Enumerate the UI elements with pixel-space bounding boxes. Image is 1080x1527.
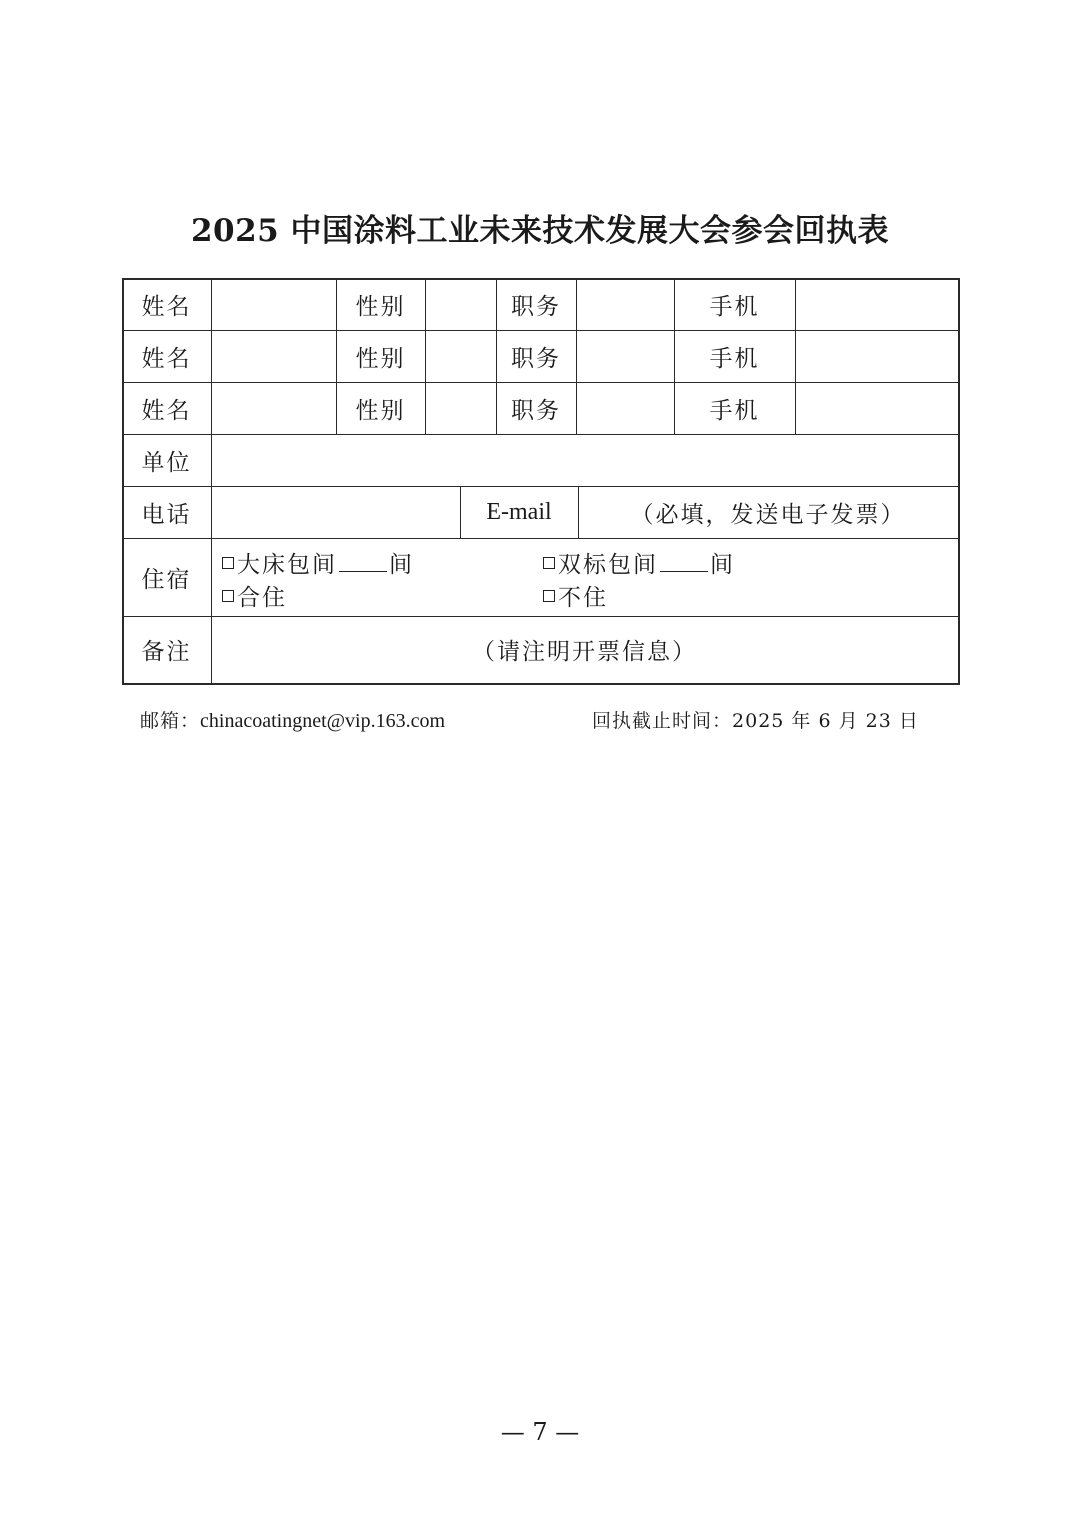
king-room-count-field[interactable] — [339, 553, 387, 572]
name-field[interactable] — [211, 330, 336, 382]
position-label: 职务 — [511, 345, 561, 372]
mobile-field[interactable] — [795, 278, 958, 330]
name-label: 姓名 — [141, 345, 192, 372]
remarks-label: 备注 — [141, 639, 192, 665]
table-border-right — [958, 278, 960, 684]
position-field[interactable] — [576, 382, 674, 434]
form-title: 2025 中国涂料工业未来技术发展大会参会回执表 — [190, 213, 890, 249]
checkbox-icon[interactable] — [543, 557, 555, 569]
telephone-field[interactable] — [211, 486, 460, 538]
position-field[interactable] — [576, 278, 674, 330]
gender-field[interactable] — [425, 278, 496, 330]
name-label: 姓名 — [141, 397, 192, 424]
name-label: 姓名 — [141, 293, 192, 320]
mobile-field[interactable] — [795, 330, 958, 382]
position-field[interactable] — [576, 330, 674, 382]
lodging-label: 住宿 — [141, 566, 192, 593]
position-label: 职务 — [511, 397, 561, 424]
gender-label: 性别 — [355, 345, 406, 372]
gender-label: 性别 — [355, 293, 406, 320]
footer-deadline: 回执截止时间：2025 年 6 月 23 日 — [592, 710, 919, 732]
position-label: 职务 — [511, 293, 561, 320]
gender-label: 性别 — [355, 397, 406, 424]
option-king-room[interactable]: 大床包间 间 — [222, 546, 414, 579]
table-rule — [122, 538, 960, 539]
option-shared-room[interactable]: 合住 — [222, 579, 287, 612]
mobile-label: 手机 — [709, 293, 760, 320]
name-field[interactable] — [211, 278, 336, 330]
page-number: — 7 — — [500, 1418, 580, 1446]
checkbox-icon[interactable] — [543, 590, 555, 602]
organization-field[interactable] — [211, 434, 958, 486]
name-field[interactable] — [211, 382, 336, 434]
mobile-label: 手机 — [709, 397, 760, 424]
email-field[interactable]: （必填，发送电子发票） — [630, 501, 906, 528]
table-border-bottom — [122, 683, 960, 685]
remarks-field[interactable]: （请注明开票信息） — [472, 639, 697, 665]
mobile-label: 手机 — [709, 345, 760, 372]
checkbox-icon[interactable] — [222, 557, 234, 569]
footer-email: 邮箱：chinacoatingnet@vip.163.com — [140, 710, 446, 732]
email-link[interactable]: chinacoatingnet@vip.163.com — [200, 710, 446, 732]
option-no-lodging[interactable]: 不住 — [543, 579, 608, 612]
organization-label: 单位 — [141, 449, 192, 476]
option-twin-room[interactable]: 双标包间 间 — [543, 546, 735, 579]
telephone-label: 电话 — [141, 501, 192, 528]
gender-field[interactable] — [425, 382, 496, 434]
twin-room-count-field[interactable] — [660, 553, 708, 572]
checkbox-icon[interactable] — [222, 590, 234, 602]
gender-field[interactable] — [425, 330, 496, 382]
mobile-field[interactable] — [795, 382, 958, 434]
email-label: E-mail — [486, 498, 552, 525]
